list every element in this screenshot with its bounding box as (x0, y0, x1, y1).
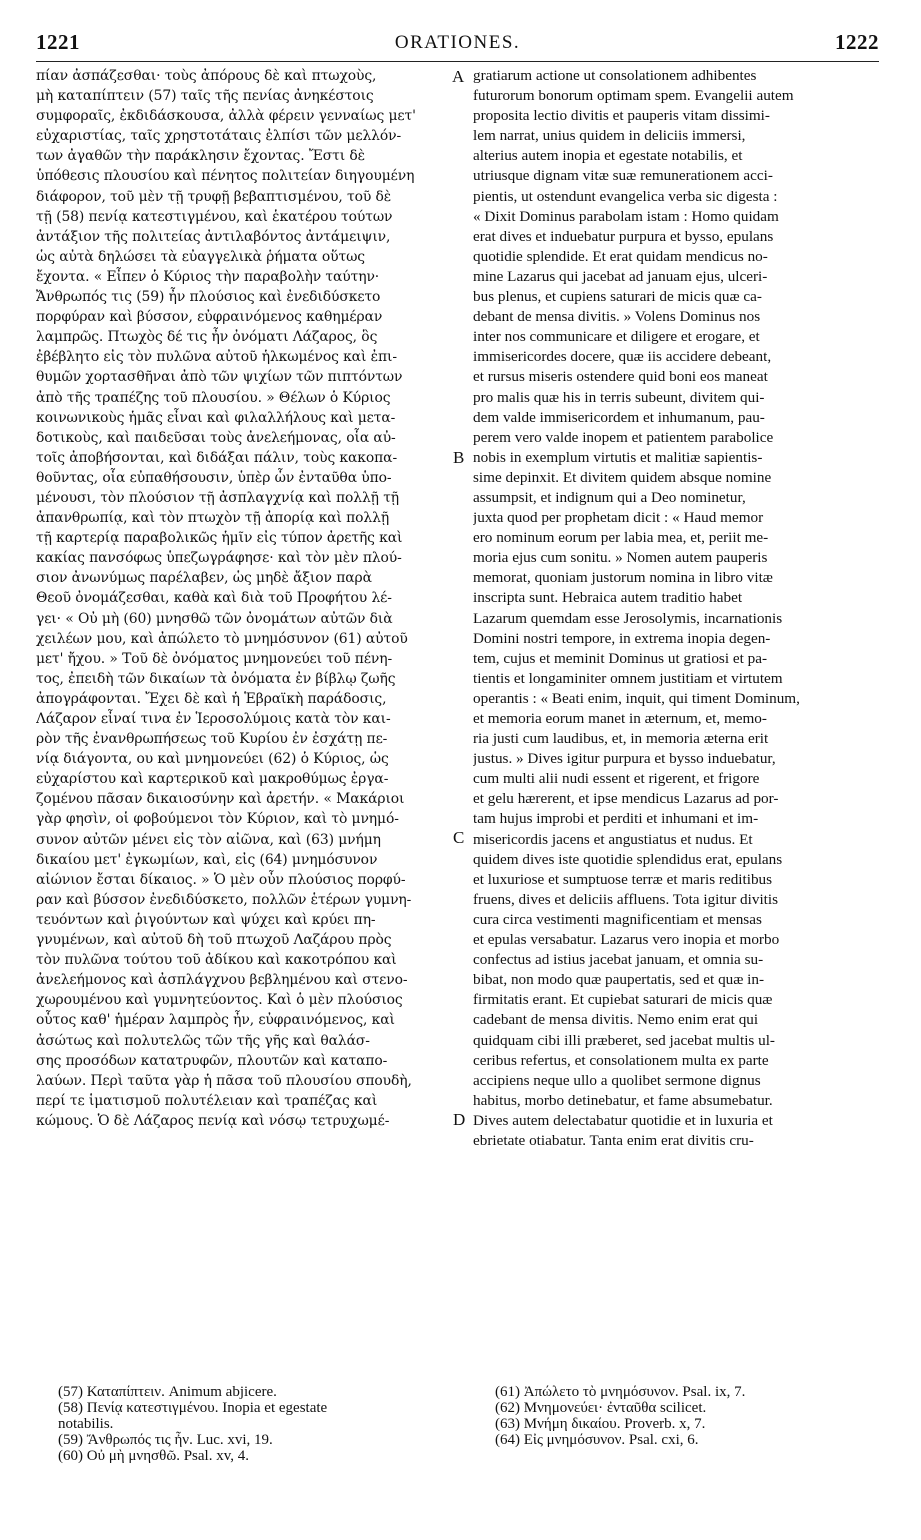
greek-text-line: τος, ἐπειδὴ τῶν δικαίων τὰ ὀνόματα ἐν βίβλῳ ζωῆς (36, 670, 396, 687)
latin-text-line: nobis in exemplum virtutis et malitiæ sapientis- (473, 448, 763, 466)
latin-text-line: Domini nostri tempore, in extrema inopia degen- (473, 629, 771, 647)
latin-text-line: accipiens neque ullo a quolibet sermone dignus (473, 1071, 761, 1089)
greek-text-line: θυμῶν χορτασθῆναι ἀπὸ τῶν ψιχίων τῶν πιπτόντων (36, 369, 403, 386)
section-marker-d: D (453, 1110, 466, 1129)
latin-text-line: et memoria eorum manet in æternum, et, memo- (473, 710, 767, 727)
greek-text-line: τοῖς ἀποβήσονται, καὶ διδάξαι πάλιν, τοὺς κακοπα- (36, 449, 398, 466)
greek-text-line: τὸν πυλῶνα τούτου τοῦ ἀδίκου καὶ κακοτρόπου καὶ (36, 952, 397, 969)
latin-text-line: Dives autem delectabatur quotidie et in luxuria et (473, 1111, 773, 1129)
footnote: (61) Ἀπώλετο τὸ μνημόσυνον. Psal. ix, 7. (495, 1384, 746, 1400)
latin-text-line: pro malis quæ his in terris subeunt, divitem qui- (473, 388, 765, 406)
greek-text-line: εὐχαριστίας, ταῖς χρηστοτάταις ἐλπίσι τῶν μελλόν- (36, 128, 402, 145)
latin-text-line: quidem dives iste quotidie splendidus erat, epulans (473, 850, 783, 868)
latin-text-line: operantis : « Beati enim, inquit, qui timent Dominum, (473, 689, 800, 707)
greek-text-line: ρὸν τῆς ἐνανθρωπήσεως τοῦ Κυρίου ἐν ἐσχάτῃ πε- (36, 731, 388, 748)
latin-text-line: bibat, non modo quæ paupertatis, sed et quæ in- (473, 971, 765, 989)
section-marker-a: A (452, 67, 465, 86)
latin-text-line: lem narrat, unius quidem in deliciis immersi, (473, 127, 746, 145)
greek-text-line: περί τε ἱματισμοῦ πολυτέλειαν καὶ τραπέζας καὶ (36, 1092, 378, 1109)
footnote: (63) Μνήμη δικαίου. Proverb. x, 7. (495, 1416, 706, 1432)
latin-text-line: proposita lectio divitis et pauperis vitam dissimi- (473, 107, 770, 125)
latin-text-line: ero nominum eorum per labia mea, et, periit me- (473, 529, 769, 547)
footnotes-left (58, 1384, 448, 1464)
latin-text-line: ria justi cum laudibus, et, in memoria æterna erit (473, 730, 769, 748)
greek-text-line: σιον ἀνωνύμως παρέλαβεν, ὡς μηδὲ ἄξιον παρὰ (36, 570, 372, 587)
greek-text-line: ἔχοντα. « Εἶπεν ὁ Κύριος τὴν παραβολὴν ταύτην· (36, 268, 380, 285)
latin-text-line: misericordis jacens et angustiatus et nudus. Et (473, 830, 753, 848)
latin-text-line: quidquam cibi illi præberet, sed jacebat multis ul- (473, 1031, 775, 1049)
latin-text-line: debant de mensa divitis. » Volens Dominus nos (473, 308, 761, 326)
footnotes-right (495, 1384, 885, 1448)
greek-text-line: γνυμένων, καὶ αὐτοῦ δὴ τοῦ πτωχοῦ Λαζάρου πρὸς (36, 932, 392, 949)
latin-text-line: et epulas versabatur. Lazarus vero inopia et morbo (473, 931, 780, 949)
latin-column (473, 66, 881, 1346)
footnote: (60) Οὐ μὴ μνησθῶ. Psal. xv, 4. (58, 1448, 249, 1464)
greek-text-line: χωρουμένου καὶ γυμνητεύοντος. Καὶ ὁ μὲν πλούσιος (36, 992, 403, 1009)
latin-text-line: tem, cujus et meminit Dominus ut gratiosi et pa- (473, 649, 767, 667)
greek-text-line: κοινωνικοὺς ἡμᾶς εἶναι καὶ φιλαλλήλους καὶ μετα- (36, 409, 396, 426)
latin-text-line: justus. » Dives igitur purpura et bysso induebatur, (473, 750, 776, 768)
footnote: (57) Καταπίπτειν. Animum abjicere. (58, 1384, 277, 1400)
latin-text-line: assumpsit, et indignum qui a Deo nominetur, (473, 488, 746, 506)
latin-text-line: inscripta sunt. Hebraica autem traditio habet (473, 589, 743, 607)
greek-text-line: γὰρ φησὶν, οἱ φοβούμενοι τὸν Κύριον, καὶ τὸ μνημό- (36, 811, 399, 828)
latin-text-line: et gelu hærerent, et ipse mendicus Lazarus ad por- (473, 790, 779, 808)
greek-text-line: δοτικοὺς, καὶ παιδεῦσαι τοὺς ἀνελεήμονας, οἷα αὐ- (36, 429, 396, 446)
greek-text-line: ἀπογράφονται. Ἔχει δὲ καὶ ἡ Ἑβραϊκὴ παράδοσις, (36, 690, 387, 707)
latin-text-line: ceribus refertus, et consolationem multa ex parte (473, 1051, 769, 1069)
greek-text-line: οὗτος καθ' ἡμέραν λαμπρὸς ἦν, εὐφραινόμενος, καὶ (36, 1012, 395, 1029)
greek-text-line: ὑπόθεσις πλουσίου καὶ πένητος πολιτείαν διηγουμένη (36, 168, 415, 185)
greek-text-line: μὴ καταπίπτειν (57) ταῖς τῆς πενίας ἀνηκέστοις (36, 88, 374, 105)
latin-text-line: confectus ad istius jacebat januam, et omnia su- (473, 951, 764, 969)
latin-text-line: cura circa vestimenti magnificentiam et mensas (473, 910, 762, 928)
greek-text-line: κακίας πανσόφως ὑπεζωγράφησε· καὶ τὸν μὲν πλού- (36, 550, 402, 567)
section-marker-c: C (453, 828, 465, 847)
latin-text-line: ebrietate otiabatur. Tanta enim erat divitis cru- (473, 1131, 754, 1149)
greek-text-line: μετ' ἤχου. » Τοῦ δὲ ὀνόματος μνημονεύει τοῦ πένη- (36, 650, 393, 667)
greek-text-line: Λάζαρον εἶναί τινα ἐν Ἱεροσολύμοις κατὰ τὸν και- (36, 711, 391, 727)
latin-text-line: gratiarum actione ut consolationem adhibentes (473, 67, 757, 84)
section-marker-b: B (453, 448, 465, 467)
greek-text-line: ἐβέβλητο εἰς τὸν πυλῶνα αὐτοῦ ἡλκωμένος καὶ ἐπι- (36, 349, 397, 366)
latin-text-line: cadebant de mensa divitis. Nemo enim erat qui (473, 1011, 759, 1029)
greek-text-line: θοῦντας, οἷα εὐπαθήσουσιν, ὑπὲρ ὧν ἐνταῦθα ὑπο- (36, 469, 392, 486)
latin-text-line: pientis, ut ostendunt evangelica verba sic digesta : (473, 187, 778, 205)
latin-text-line: memorat, quoniam justorum nomina in libro vitæ (473, 569, 773, 587)
latin-text-line: tam hujus improbi et perditi et inhumani et im- (473, 810, 759, 828)
greek-text-line: ἀντάξιον τῆς πολιτείας ἀντιλαβόντος ἀντάμειψιν, (36, 228, 391, 245)
footnote: (58) Πενίᾳ κατεστιγμένου. Inopia et egestate (58, 1400, 328, 1416)
greek-text-line: τῇ καρτερίᾳ παραβολικῶς ἡμῖν εἰς τύπον ἀρετῆς καὶ (36, 530, 403, 547)
greek-text-line: των ἀγαθῶν τὴν παράκλησιν ἔχοντας. Ἔστι δὲ (36, 148, 366, 165)
greek-text-line: κώμους. Ὁ δὲ Λάζαρος πενίᾳ καὶ νόσῳ τετρυχωμέ- (36, 1112, 390, 1129)
greek-text-line: ἀπανθρωπίᾳ, καὶ τὸν πτωχὸν τῇ ἀπορίᾳ καὶ πολλῇ (36, 510, 390, 527)
latin-text-line: quotidie splendide. Et erat quidam mendicus no- (473, 247, 768, 265)
footnote: (59) Ἄνθρωπός τις ἦν. Luc. xvi, 19. (58, 1432, 273, 1448)
greek-text-line: δικαίου μετ' ἐγκωμίων, καὶ, εἰς (64) μνημόσυνον (36, 851, 378, 868)
greek-text-line: ραν καὶ βύσσον ἐνεδιδύσκετο, πολλῶν ἑτέρων γυμνη- (36, 891, 412, 908)
greek-text-line: τῇ (58) πενίᾳ κατεστιγμένου, καὶ ἑκατέρου τούτων (36, 208, 393, 225)
latin-text-line: inter nos communicare et diligere et erogare, et (473, 328, 760, 346)
latin-text-line: et luxuriose et sumptuose terræ et maris reditibus (473, 870, 773, 888)
greek-text-line: συμφοραῖς, ἐκδιδάσκουσα, ἀλλὰ φέρειν γενναίως μετ' (36, 108, 416, 125)
header-rule (36, 61, 879, 62)
greek-text-line: νίᾳ διάγοντα, ου καὶ μνημονεύει (62) ὁ Κύριος, ὡς (36, 751, 389, 768)
greek-text-line: συνον αὐτῶν μένει εἰς τὸν αἰῶνα, καὶ (63) μνήμη (36, 831, 381, 848)
latin-text-line: erat dives et induebatur purpura et bysso, epulans (473, 227, 774, 245)
latin-text-line: sime depinxit. Et divitem quidem absque nomine (473, 468, 772, 486)
greek-text-line: πίαν ἀσπάζεσθαι· τοὺς ἀπόρους δὲ καὶ πτωχοὺς, (36, 68, 377, 84)
latin-text-line: « Dixit Dominus parabolam istam : Homo quidam (473, 207, 779, 225)
footnote: notabilis. (58, 1416, 114, 1432)
greek-text-line: αἰώνιον ἔσται δίκαιος. » Ὁ μὲν οὖν πλούσιος πορφύ- (36, 871, 406, 888)
latin-text-line: utriusque dignam vitæ suæ remunerationem acci- (473, 167, 773, 185)
greek-text-line: διάφορον, τοῦ μὲν τῇ τρυφῇ βεβαπτισμένου, τοῦ δὲ (36, 188, 392, 205)
greek-text-line: ἀπὸ τῆς τραπέζης τοῦ πλουσίου. » Θέλων ὁ Κύριος (36, 389, 391, 406)
greek-text-line: σης προσόδων κατατρυφῶν, πλουτῶν καὶ καταπο- (36, 1052, 388, 1069)
greek-text-line: τευόντων καὶ ῥιγούντων καὶ ψύχει καὶ κρύει πη- (36, 911, 376, 928)
latin-text-line: moria ejus cum sonitu. » Nomen autem pauperis (473, 549, 768, 567)
page-header (36, 30, 879, 56)
greek-text-line: πορφύραν καὶ βύσσον, εὐφραινόμενος καθημέραν (36, 309, 383, 326)
latin-text-line: mine Lazarus qui jacebat ad januam ejus, ulceri- (473, 267, 768, 285)
latin-text-line: dem valde immisericordem et inhumanum, pau- (473, 408, 765, 426)
greek-text-line: ἀνελεήμονος καὶ ἀσπλάγχνου βεβλημένου καὶ στενο- (36, 972, 408, 989)
greek-text-line: εὐχαρίστου καὶ καρτερικοῦ καὶ μακροθύμως ἐργα- (36, 771, 389, 788)
latin-text-line: firmitatis erant. Et cupiebat saturari de micis quæ (473, 991, 773, 1009)
latin-text-line: et rursus miseris ostendere quid boni eos maneat (473, 368, 768, 386)
latin-text-line: bus plenus, et cupiens saturari de micis quæ ca- (473, 288, 762, 306)
footnote: (64) Εἰς μνημόσυνον. Psal. cxi, 6. (495, 1432, 699, 1448)
greek-text-line: μένουσι, τὸν πλούσιον τῇ ἀσπλαγχνίᾳ καὶ πολλῇ τῇ (36, 489, 400, 506)
latin-text-line: Lazarum quemdam esse Jerosolymis, incarnationis (473, 609, 783, 627)
latin-text-line: cum multi alii nudi essent et rigerent, et frigore (473, 770, 760, 788)
greek-text-line: Ἄνθρωπός τις (59) ἦν πλούσιος καὶ ἐνεδιδύσκετο (36, 289, 381, 306)
footnote: (62) Μνημονεύει· ἐνταῦθα scilicet. (495, 1400, 707, 1416)
page-number-left: 1221 (36, 30, 80, 54)
greek-text-line: ἀσώτως καὶ πολυτελῶς τῶν τῆς γῆς καὶ θαλάσ- (36, 1032, 370, 1049)
greek-column (36, 66, 450, 1346)
greek-text-line: ὡς αὐτὰ δηλώσει τὰ εὐαγγελικὰ ῥήματα οὕτως (36, 248, 365, 265)
latin-text-line: alterius autem inopia et egestate notabilis, et (473, 147, 743, 165)
running-title: ORATIONES. (394, 32, 521, 53)
latin-text-line: immisericordes docere, quæ iis accidere debeant, (473, 348, 772, 366)
latin-text-line: habitus, morbo detinebatur, et fame absumebatur. (473, 1091, 773, 1109)
greek-text-line: χειλέων μου, καὶ ἀπώλετο τὸ μνημόσυνον (61) αὐτοῦ (36, 630, 408, 647)
latin-text-line: futurorum bonorum optimam spem. Evangelii autem (473, 87, 794, 105)
greek-text-line: λαύων. Περὶ ταῦτα γὰρ ἡ πᾶσα τοῦ πλουσίου σπουδὴ, (36, 1072, 412, 1089)
latin-text-line: tientis et longaminiter omnem justitiam et virtutem (473, 669, 783, 687)
latin-text-line: juxta quod per prophetam dicit : « Haud memor (473, 509, 764, 527)
greek-text-line: λαμπρῶς. Πτωχὸς δέ τις ἦν ὀνόματι Λάζαρος, ὃς (36, 329, 378, 346)
greek-text-line: Θεοῦ ὀνομάζεσθαι, καθὰ καὶ διὰ τοῦ Προφήτου λέ- (36, 590, 392, 607)
page-number-right: 1222 (835, 30, 879, 54)
latin-text-line: fruens, dives et deliciis affluens. Tota igitur divitis (473, 890, 779, 908)
latin-text-line: perem vero valde inopem et patientem parabolice (473, 428, 774, 446)
greek-text-line: γει· « Οὐ μὴ (60) μνησθῶ τῶν ὀνομάτων αὐτῶν διὰ (36, 610, 393, 627)
greek-text-line: ζομένου πᾶσαν δικαιοσύνην καὶ ἀρετήν. « Μακάριοι (36, 791, 405, 808)
